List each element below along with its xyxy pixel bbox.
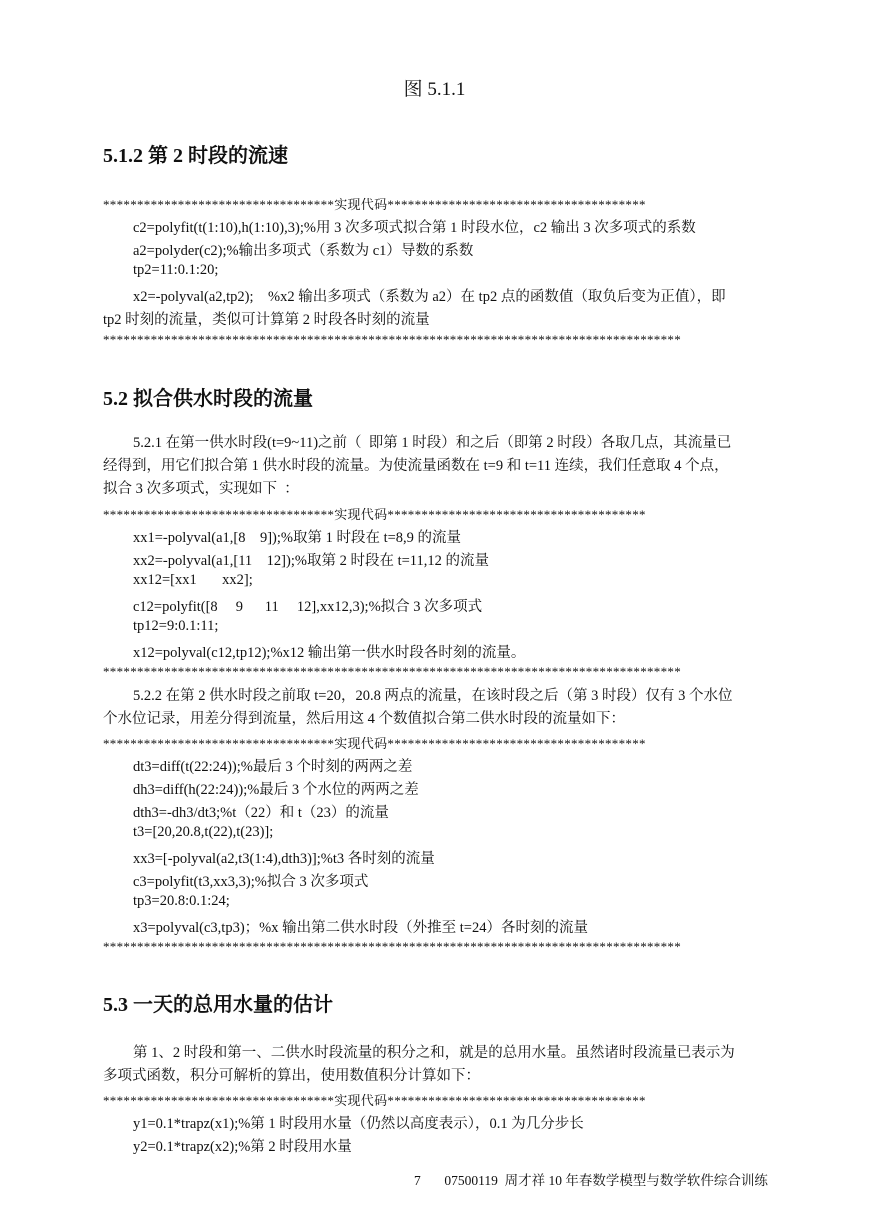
- code-line: y2=0.1*trapz(x2);%第 2 时段用水量: [133, 1139, 352, 1155]
- code-line: xx1=-polyval(a1,[8 9]);%取第 1 时段在 t=8,9 的流量: [133, 530, 462, 546]
- code-footer: *************************************************************************************: [103, 332, 681, 347]
- figure-caption: 图 5.1.1: [403, 79, 466, 100]
- code-footer: *************************************************************************************: [103, 664, 681, 679]
- paragraph-line: 5.2.2 在第 2 供水时段之前取 t=20，20.8 两点的流量，在该时段之后（第 3 时段）仅有 3 个水位: [133, 688, 733, 704]
- footer-text: 07500119 周才祥 10 年春数学模型与数学软件综合训练: [444, 1173, 768, 1188]
- code-line-wrap: tp2 时刻的流量，类似可计算第 2 时段各时刻的流量: [103, 312, 430, 328]
- page-number: 7: [414, 1173, 421, 1188]
- code-line: xx2=-polyval(a1,[11 12]);%取第 2 时段在 t=11,12 的流量: [133, 553, 489, 569]
- code-line: dt3=diff(t(22:24));%最后 3 个时刻的两两之差: [133, 759, 413, 775]
- code-line: t3=[20,20.8,t(22),t(23)];: [133, 824, 274, 840]
- code-header: **********************************实现代码**************************************: [103, 1093, 646, 1108]
- code-line: xx12=[xx1 xx2];: [133, 572, 253, 588]
- code-line: dth3=-dh3/dt3;%t（22）和 t（23）的流量: [133, 805, 389, 821]
- code-footer: *************************************************************************************: [103, 939, 681, 954]
- code-line: tp2=11:0.1:20;: [133, 262, 219, 278]
- paragraph-line: 第 1、2 时段和第一、二供水时段流量的积分之和，就是的总用水量。虽然诸时段流量已表示为: [133, 1045, 735, 1061]
- paragraph-line: 5.2.1 在第一供水时段(t=9~11)之前（ 即第 1 时段）和之后（即第 2 时段）各取几点，其流量已: [133, 435, 732, 451]
- code-line: tp12=9:0.1:11;: [133, 618, 219, 634]
- paragraph-line: 经得到，用它们拟合第 1 供水时段的流量。为使流量函数在 t=9 和 t=11 连续，我们任意取 4 个点，: [103, 458, 729, 474]
- code-header: **********************************实现代码**************************************: [103, 197, 646, 212]
- code-line: tp3=20.8:0.1:24;: [133, 893, 230, 909]
- section-heading-5-2: 5.2 拟合供水时段的流量: [103, 388, 313, 410]
- code-line: x3=polyval(c3,tp3)；%x 输出第二供水时段（外推至 t=24）各时刻的流量: [133, 920, 588, 936]
- code-line: x2=-polyval(a2,tp2); %x2 输出多项式（系数为 a2）在 tp2 点的函数值（取负后变为正值），即: [133, 289, 726, 305]
- section-heading-5-1-2: 5.1.2 第 2 时段的流速: [103, 145, 288, 167]
- code-line: y1=0.1*trapz(x1);%第 1 时段用水量（仍然以高度表示），0.1 为几分步长: [133, 1116, 584, 1132]
- paragraph-5-2-1: [103, 432, 765, 501]
- section-heading-5-3: 5.3 一天的总用水量的估计: [103, 994, 333, 1016]
- paragraph-line: 多项式函数，积分可解析的算出，使用数值积分计算如下：: [103, 1068, 480, 1084]
- code-line: x12=polyval(c12,tp12);%x12 输出第一供水时段各时刻的流量。: [133, 645, 526, 661]
- code-line: c12=polyfit([8 9 11 12],xx12,3);%拟合 3 次多项式: [133, 599, 483, 615]
- paragraph-line: 个水位记录，用差分得到流量，然后用这 4 个数值拟合第二供水时段的流量如下：: [103, 711, 625, 727]
- code-line: c3=polyfit(t3,xx3,3);%拟合 3 次多项式: [133, 874, 369, 890]
- paragraph-5-2-2: [103, 685, 765, 731]
- code-line: c2=polyfit(t(1:10),h(1:10),3);%用 3 次多项式拟合第 1 时段水位，c2 输出 3 次多项式的系数: [133, 220, 696, 236]
- code-line: dh3=diff(h(22:24));%最后 3 个水位的两两之差: [133, 782, 419, 798]
- paragraph-5-3: [103, 1042, 765, 1088]
- paragraph-line: 拟合 3 次多项式，实现如下 ：: [103, 481, 299, 497]
- code-header: **********************************实现代码**************************************: [103, 507, 646, 522]
- code-line: a2=polyder(c2);%输出多项式（系数为 c1）导数的系数: [133, 243, 474, 259]
- code-header: **********************************实现代码**************************************: [103, 736, 646, 751]
- code-line: xx3=[-polyval(a2,t3(1:4),dth3)];%t3 各时刻的流量: [133, 851, 435, 867]
- page-footer: [414, 1169, 768, 1189]
